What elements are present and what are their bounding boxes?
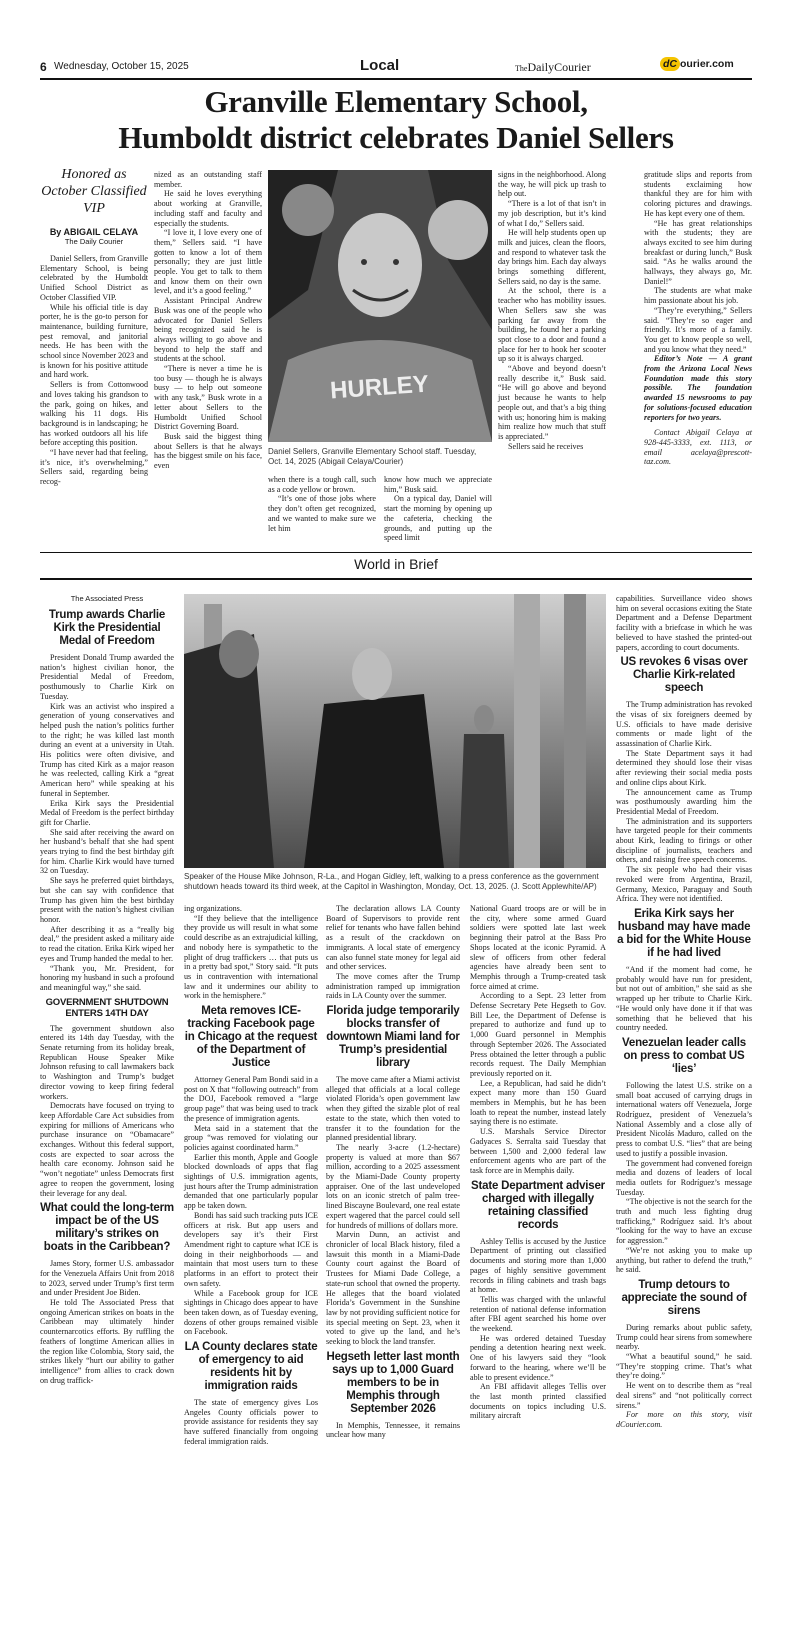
paragraph: He was ordered detained Tuesday pending a detention hearing next week. One of his lawyers said they “look forward to the hearing, where we’ll be able to present evidence.” <box>470 1333 606 1382</box>
lead-column-6 <box>644 170 752 467</box>
paragraph: “He has great relationships with the students; they are always excited to see him during breakfast or during lunch,” Busk said. “As he walks around the hallways, they always go, Mr. Daniel!” <box>644 218 752 286</box>
section-name: Local <box>360 57 400 74</box>
world-photo <box>184 594 606 868</box>
paper-masthead <box>515 60 591 75</box>
meta-headline: Meta removes ICE-tracking Facebook page in Chicago at the request of the Department of Justice <box>184 1005 318 1070</box>
world-column-e <box>616 594 752 1430</box>
state-dept-continued <box>616 594 752 652</box>
memphis-text <box>470 904 606 1176</box>
paragraph: “And if the moment had come, he probably would have run for president, but not out of ambition,” she said as she wrapped up her tribute to Charlie Kirk. “He would only have done it if that was something that he believed that his country needed. <box>616 964 752 1033</box>
boat-strikes-text <box>40 1259 174 1385</box>
paragraph: While his official title is day porter, he is the go-to person for maintenance, building furniture, pest removal, and janitorial needs. He has been with the school since November 2023 and is known for his positive attitude and hard work. <box>40 302 148 380</box>
paragraph: “If they believe that the intelligence they provide us will result in what some could describe as an extrajudicial killing, and nobody here is sympathetic to the plight of drug traffickers … that puts us in a pretty bad spot,” Story said. “It puts us in contravention with international law and it undermines our ability to work in the hemisphere.” <box>184 913 318 1001</box>
paragraph: While a Facebook group for ICE sightings in Chicago does appear to have been taken down, as of Tuesday evening, dozens of other groups remained visible on Facebook. <box>184 1288 318 1337</box>
state-dept-headline: State Department adviser charged with illegally retaining classified records <box>471 1179 605 1231</box>
state-dept-text <box>470 1237 606 1421</box>
svg-text:HURLEY: HURLEY <box>329 370 430 405</box>
paragraph: The students are what make him passionate about his job. <box>644 286 752 306</box>
paragraph: The government had convened foreign media and dozens of leaders of local media outlets for Rodríguez’s message Tuesday. <box>616 1158 752 1197</box>
world-column-b <box>184 904 318 1447</box>
lead-deck: Honored as October Classified VIP <box>41 167 147 216</box>
paragraph: U.S. Marshals Service Director Gadyaces S. Serralta said Tuesday that between 1,500 and 2,000 federal law enforcement agents who are part of the task force are in Memphis daily. <box>470 1127 606 1175</box>
lead-column-2 <box>154 170 262 471</box>
venezuela-leader-headline: Venezuelan leader calls on press to combat US ‘lies’ <box>622 1036 746 1075</box>
paragraph: He went on to describe them as “real deal sirens” and “not politically correct sirens.” <box>616 1381 752 1410</box>
shutdown-text <box>40 1024 174 1199</box>
shutdown-subhead: GOVERNMENT SHUTDOWN ENTERS 14TH DAY <box>45 996 169 1019</box>
paragraph: He said he loves everything about working at Granville, including staff and faculty and especially the students. <box>154 189 262 228</box>
site-logo-badge: dC <box>660 57 680 71</box>
paragraph: She says he preferred quiet birthdays, but she can say with confidence that Trump has given him the best birthday present with the nation’s highest civilian honor. <box>40 876 174 924</box>
world-section-rule <box>40 578 752 580</box>
paragraph: Busk said the biggest thing about Sellers is that he always has the biggest smile on his face, even <box>154 431 262 471</box>
paragraph: Sellers is from Cottonwood and loves taking his grandson to the park, going on hikes, and walking his 11 dogs. His background is in landscaping; he has worked outdoors all his life before accepting this position. <box>40 380 148 448</box>
paragraph: Kirk was an activist who inspired a generation of young conservatives and helped push the nation’s politics further to the right; he was killed last month during an event at a university in Utah. His politics were often divisive, and Trump has cited Kirk as a major reason he was reelected, calling Kirk a “great American hero” while speaking at his funeral in September. <box>40 701 174 798</box>
paper-prefix: The <box>515 64 528 73</box>
paragraph: “There is a lot of that isn’t in my job description, but it’s kind of what I do,” Sellers said. <box>498 199 606 228</box>
headline-line-2: Humboldt district celebrates Daniel Sellers <box>118 120 674 155</box>
editor-note: Editor’s Note — A grant from the Arizona Local News Foundation made this story possible. The foundation awarded 15 newsrooms to pay for solutions-focused education reporters for two years. <box>644 354 752 422</box>
sirens-headline: Trump detours to appreciate the sound of sirens <box>621 1278 747 1317</box>
paragraph: gratitude slips and reports from students exclaiming how thankful they are for him with coloring pictures and drawings. He has kept every one of them. <box>644 170 752 218</box>
venezuela-leader-text <box>616 1081 752 1275</box>
paragraph: Marvin Dunn, an activist and chronicler of local Black history, filed a lawsuit this month in a Miami-Dade County court against the Board of Trustees for Miami Dade College, a state-run school that owned the property. He alleges that the board violated Florida’s Government in the Sunshine law by not providing sufficient notice for its special meeting on Sept. 23, when it voted to give up the land, and he’s seeking to block the land transfer. <box>326 1230 460 1347</box>
paragraph: At the school, there is a teacher who has mobility issues. When Sellers saw she was parking far away from the building, he found her a parking spot close to a door and found a place for her to hook her scooter up so it is always charged. <box>498 286 606 364</box>
hegseth-headline: Hegseth letter last month says up to 1,000 Guard members to be in Memphis through September 2026 <box>326 1350 460 1415</box>
meta-text <box>184 1075 318 1337</box>
lead-byline-org: The Daily Courier <box>64 237 124 246</box>
contact-line: Contact Abigail Celaya at 928-445-3333, ext. 1113, or email acelaya@prescott-taz.com. <box>644 428 752 467</box>
world-section-title: World in Brief <box>354 556 438 572</box>
page-number: 6 <box>40 60 47 74</box>
paragraph: when there is a tough call, such as a code yellow or brown. <box>268 475 376 494</box>
paragraph: The State Department says it had determined they should lose their visas after reviewing their social media posts and online clips about Kirk. <box>616 748 752 787</box>
lead-column-5 <box>498 170 606 451</box>
visas-headline: US revokes 6 visas over Charlie Kirk-related speech <box>620 656 748 695</box>
paragraph: Daniel Sellers, from Granville Elementary School, is being celebrated by the Humboldt Unified School District as October Classified VIP. <box>40 254 148 302</box>
world-column-d <box>470 904 606 1421</box>
paragraph: According to a Sept. 23 letter from Defense Secretary Pete Hegseth to Gov. Bill Lee, the Department of Defense is prepared to authorize and fund up to 1,000 Guard personnel in Memphis through September 2026. The Associated Press obtained the letter through a public records request. The Daily Memphian previously reported on it. <box>470 991 606 1078</box>
lead-column-3 <box>268 475 376 533</box>
story-quote-text <box>184 904 318 1001</box>
paragraph: The nearly 3-acre (1.2-hectare) property is valued at more than $67 million, according to a 2025 assessment by the Miami-Dade County property appraiser. One of the last undeveloped lots on an iconic stretch of palm tree-lined Biscayne Boulevard, one real estate expert wagered that the parcel could sell for hundreds of millions of dollars more. <box>326 1142 460 1230</box>
headline-line-1: Granville Elementary School, <box>204 84 588 119</box>
paragraph: The administration and its supporters have targeted people for their comments about Kirk, leading to firings or other discipline of journalists, teachers and others, and raising free speech concerns. <box>616 816 752 865</box>
paragraph: Democrats have focused on trying to keep Affordable Care Act subsidies from expiring for millions of Americans who purchase insurance on “Obamacare” exchanges. Without this federal support, costs are expected to soar across the health care economy. Johnson said he “won’t negotiate” unless Democrats first agree to reopen the government, losing their leverage for any deal. <box>40 1101 174 1198</box>
lead-column-1 <box>40 166 148 487</box>
more-link[interactable]: For more on this story, visit dCourier.com. <box>616 1410 752 1429</box>
paragraph: capabilities. Surveillance video shows him on several occasions exiting the State Department and a Defense Department facility with a briefcase in which he was believed to have stashed the printed-out papers, according to court documents. <box>616 594 752 652</box>
site-logo-text: ourier.com <box>680 58 734 70</box>
paragraph: Erika Kirk says the Presidential Medal of Freedom is the perfect birthday gift for Charlie. <box>40 798 174 827</box>
boat-strikes-headline: What could the long-term impact be of the US military’s strikes on boats in the Caribbean? <box>40 1202 174 1254</box>
lead-photo-caption: Daniel Sellers, Granville Elementary School staff. Tuesday, Oct. 14, 2025 (Abigail Celaya/Courier) <box>268 447 477 466</box>
paragraph: Attorney General Pam Bondi said in a post on X that “following outreach” from the DOJ, Facebook removed a “large group page” that was being used to track the presence of immigration agents. <box>184 1075 318 1123</box>
paragraph: signs in the neighborhood. Along the way, he will pick up trash to help out. <box>498 170 606 199</box>
paragraph: Bondi has said such tracking puts ICE officers at risk. But app users and developers say it’s their First Amendment right to capture what ICE is doing in their neighborhoods — and maintain that most users turn to these platforms in an effort to protect their own safety. <box>184 1210 318 1288</box>
world-column-c <box>326 904 460 1440</box>
lead-col1-text <box>40 254 148 487</box>
paragraph: The move comes after the Trump administration ramped up immigration raids in LA County over the summer. <box>326 971 460 1001</box>
world-photo-caption: Speaker of the House Mike Johnson, R-La., and Hogan Gidley, left, walking to a press conference as the government shutdown heads toward its third week, at the Capitol in Washington, Monday, Oct. 13, 2025. (J. Scott Applewhite/AP) <box>184 872 599 891</box>
paragraph: An FBI affidavit alleges Tellis over the last month printed classified documents on topics including U.S. military aircraft <box>470 1382 606 1421</box>
lead-column-4 <box>384 475 492 543</box>
sirens-text <box>616 1323 752 1430</box>
paragraph: James Story, former U.S. ambassador for the Venezuela Affairs Unit from 2018 to 2023, served under Trump’s first term and under President Joe Biden. <box>40 1259 174 1298</box>
kirk-medal-text <box>40 653 174 993</box>
paragraph: The six people who had their visas revoked were from Argentina, Brazil, Germany, Mexico, Paraguay and South Africa. They were not identified. <box>616 865 752 904</box>
paragraph: “There is never a time he is too busy — though he is always busy — to help out someone with any task,” Busk wrote in a letter about Sellers to the Humboldt Unified School District Governing Board. <box>154 364 262 432</box>
world-section-rule-top <box>40 552 752 553</box>
world-column-a <box>40 594 174 1385</box>
paragraph: Earlier this month, Apple and Google blocked downloads of apps that flag sightings of U.S. immigration agents, just hours after the Trump administration demanded that one particularly popular app be taken down. <box>184 1152 318 1211</box>
site-logo[interactable] <box>660 58 734 70</box>
paragraph: “Thank you, Mr. President, for honoring my husband in such a profound and meaningful way,” she said. <box>40 963 174 992</box>
paragraph: “Above and beyond doesn’t really describe it,” Busk said. “He will go above and beyond just because he wants to help people out, and that’s a big thing with us; honoring him is making him realize how much that stuff is appreciated.” <box>498 364 606 441</box>
paragraph: Sellers said he receives <box>508 441 584 451</box>
lead-photo <box>268 170 492 442</box>
paragraph: Following the latest U.S. strike on a small boat accused of carrying drugs in international waters off Venezuela, Jorge Rodríguez, president of Venezuela’s National Assembly and a close ally of President Nicolás Maduro, called on the press to combat U.S. “lies” that are being used to justify a possible invasion. <box>616 1080 752 1158</box>
erika-kirk-headline: Erika Kirk says her husband may have made a bid for the White House if he had lived <box>617 907 751 959</box>
page-header <box>40 58 752 76</box>
paragraph: In Memphis, Tennessee, it remains unclear how many <box>326 1420 460 1440</box>
paragraph: He will help students open up milk and juices, clean the floors, and respond to whatever task the day brings him. Each day always brings something different, Sellers said, no day is the same. <box>498 228 606 286</box>
paragraph: She said after receiving the award on her husband’s behalf that she had spent years trying to find the best birthday gift for him. Charlie Kirk would have turned 32 on Tuesday. <box>40 827 174 876</box>
header-rule <box>40 78 752 80</box>
paragraph: “The objective is not the search for the truth and much less fighting drug trafficking,” Rodríguez said. It’s about “looking for the way to have an excuse for aggression.” <box>616 1197 752 1246</box>
paragraph: “I love it, I love every one of them,” Sellers said. “I have gotten to know a lot of them personally; they are just little people. You get to talk to them and know them on their own level, and it’s a good feeling.” <box>154 228 262 296</box>
paragraph: “It’s one of those jobs where they don’t often get recognized, and we wanted to make sure we let him <box>268 494 376 533</box>
paragraph: National Guard troops are or will be in the city, where some armed Guard soldiers were spotted late last week beginning their patrol at the Bass Pro Shops located at the iconic Pyramid. A slew of officers from other federal agencies have already been sent to Memphis through a Trump-created task force aimed at crime. <box>470 904 606 991</box>
paragraph: Lee, a Republican, had said he didn’t expect many more than 150 Guard members in Memphis, but he has been loath to repeat the number, instead lately saying there is no estimate. <box>470 1078 606 1127</box>
paragraph: know how much we appreciate him,” Busk said. <box>384 475 492 494</box>
kirk-medal-headline: Trump awards Charlie Kirk the Presidential Medal of Freedom <box>48 609 166 647</box>
paragraph: The move came after a Miami activist alleged that officials at a local college violated Florida’s open government law when they gifted the sizable plot of real estate to the state, which then voted to transfer it to the foundation for the planned presidential library. <box>326 1075 460 1143</box>
capitol-photo-illustration <box>184 594 606 868</box>
paragraph: Meta said in a statement that the group “was removed for violating our policies against coordinated harm.” <box>184 1123 318 1152</box>
hegseth-text <box>326 1421 460 1440</box>
paragraph: After describing it as a “really big deal,” the president asked a military aide to read the citation. Erika Kirk wiped her eyes and Trump handed the medal to her. <box>40 924 174 963</box>
florida-headline: Florida judge temporarily blocks transfer of downtown Miami land for Trump’s presidential library <box>326 1005 460 1070</box>
paragraph: The declaration allows LA County Board of Supervisors to provide rent relief for tenants who have fallen behind as a result of the crackdown on immigrants. A local state of emergency can also funnel state money for legal aid and other services. <box>326 904 460 972</box>
paragraph: The announcement came as Trump was posthumously awarding him the Presidential Medal of Freedom. <box>616 787 752 816</box>
paragraph: On a typical day, Daniel will start the morning by opening up the cafeteria, checking the grounds, and putting up the speed limit <box>384 494 492 543</box>
paragraph: “What a beautiful sound,” he said. “They’re stopping crime. That’s what they’re doing.” <box>616 1352 752 1381</box>
page-date: Wednesday, October 15, 2025 <box>54 61 189 72</box>
paragraph: Tellis was charged with the unlawful retention of national defense information after FBI agent searched his home over the weekend. <box>470 1294 606 1334</box>
paragraph: President Donald Trump awarded the nation’s highest civilian honor, the Presidential Medal of Freedom, posthumously to Charlie Kirk on Tuesday. <box>40 653 174 701</box>
paragraph: “They’re everything,” Sellers said. “They’re so eager and friendly. It’s more of a family. You get to know people so well, and you know what they need.” <box>644 305 752 354</box>
paragraph: Assistant Principal Andrew Busk was one of the people who advocated for Daniel Sellers being recognized said he is always willing to go above and beyond to help the staff and students at the school. <box>154 296 262 364</box>
paragraph: He told The Associated Press that ongoing American strikes on boats in the Caribbean may ultimately hinder counternarcotics efforts. By ruffling the feathers of longtime American allies in the region like Colombia, Story said, the strikes likely “hurt our ability to gather intelligence” from allies to crack down on drug traffick- <box>40 1298 174 1385</box>
florida-text <box>326 1075 460 1347</box>
la-county-text <box>184 1398 318 1447</box>
paragraph: Ashley Tellis is accused by the Justice Department of printing out classified documents and storing more than 1,000 pages of highly sensitive government records in filing cabinets and trash bags at home. <box>470 1236 606 1295</box>
paper-name: DailyCourier <box>527 60 591 74</box>
paragraph: During remarks about public safety, Trump could hear sirens from somewhere nearby. <box>616 1322 752 1352</box>
portrait-illustration <box>268 170 492 442</box>
paragraph: “I have never had that feeling, it’s nice, it’s overwhelming,” Sellers said, regarding being recog- <box>40 448 148 487</box>
paragraph: nized as an outstanding staff member. <box>154 170 262 189</box>
visas-text <box>616 700 752 904</box>
la-county-continued <box>326 904 460 1001</box>
paragraph: ing organizations. <box>184 904 242 913</box>
erika-kirk-text <box>616 965 752 1033</box>
la-county-headline: LA County declares state of emergency to aid residents hit by immigration raids <box>184 1341 318 1393</box>
paragraph: The government shutdown also entered its 14th day Tuesday, with the Senate returning from its holiday break, Republican House Speaker Mike Johnson refusing to call lawmakers back to Washington and Trump’s budget director vowing to keep firing federal workers. <box>40 1023 174 1101</box>
paragraph: “We’re not asking you to make up anything, but rather to defend the truth,” he said. <box>616 1245 752 1275</box>
paragraph: The Trump administration has revoked the visas of six foreigners deemed by U.S. officials to have made derisive comments or made light of the assassination of Charlie Kirk. <box>616 700 752 749</box>
wire-credit: The Associated Press <box>70 594 144 603</box>
lead-byline: By ABIGAIL CELAYA <box>49 227 139 237</box>
paragraph: The state of emergency gives Los Angeles County officials power to provide assistance for residents they say have suffered financially from ongoing federal immigration raids. <box>184 1398 318 1446</box>
lead-headline <box>40 84 752 156</box>
